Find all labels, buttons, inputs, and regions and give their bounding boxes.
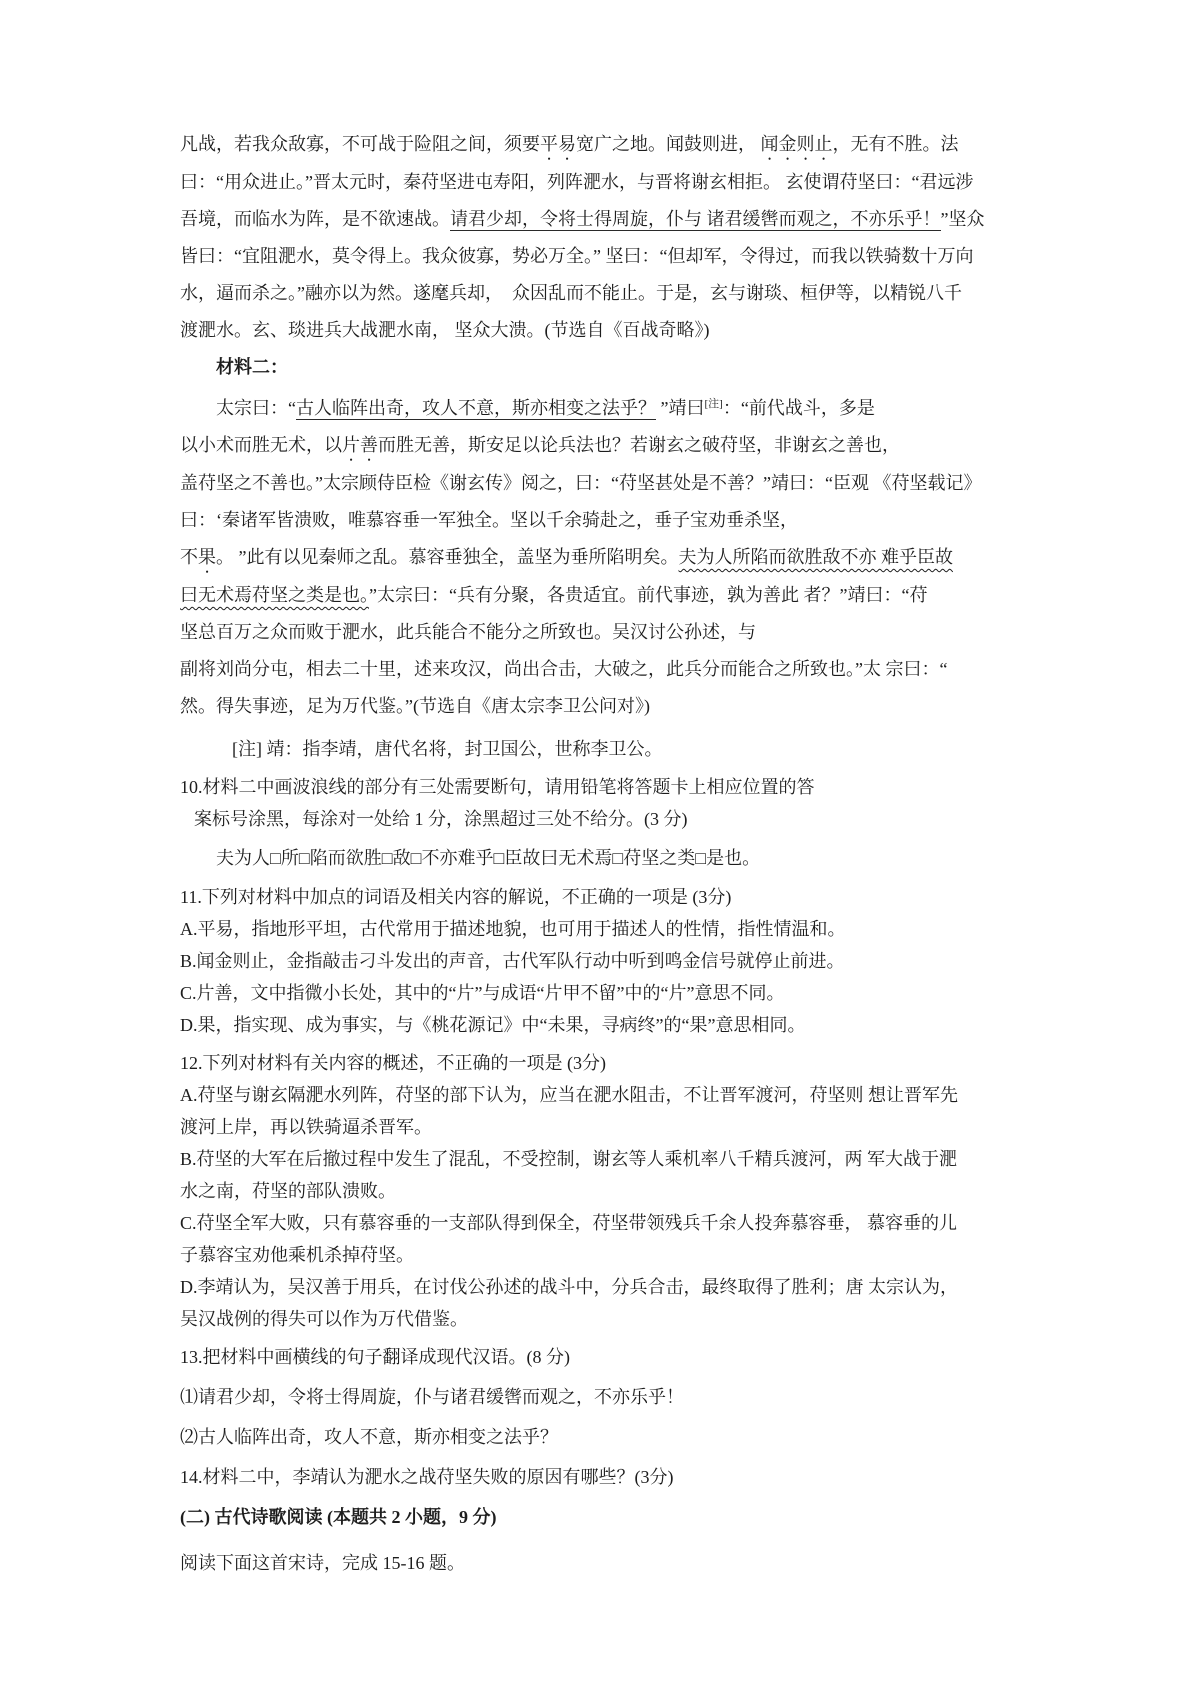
text-run: 吴汉战例的得失可以作为万代借鉴。 [180,1309,468,1329]
question-13-item-1 [180,1381,1080,1413]
option-12-d-line-2 [180,1303,1080,1335]
passage-m2-line-5 [180,539,1080,577]
dotted-term-pingyi: 平易 [540,134,576,154]
text-run: B.苻坚的大军在后撤过程中发生了混乱，不受控制，谢玄等人乘机率八千精兵渡河，两 军大战于淝 [180,1149,958,1169]
question-13-stem [180,1341,1080,1373]
dotted-term-guo: 果 [198,547,216,567]
passage-m2-line-2 [180,427,1080,465]
text-run: 阅读下面这首宋诗，完成 15-16 题。 [180,1553,465,1573]
material-2-heading [180,349,1080,386]
text-run: ，无有不胜。法 [832,134,959,154]
text-run: 14.材料二中，李靖认为淝水之战苻坚失败的原因有哪些？(3分) [180,1467,674,1487]
text-run: B.闻金则止，金指敲击刁斗发出的声音，古代军队行动中听到鸣金信号就停止前进。 [180,951,845,971]
passage-m1-line-2 [180,164,1080,201]
dotted-term-wenjinzezhi: 闻金则止 [760,134,833,154]
passage-m1-line-1 [180,126,1080,164]
text-run: 太宗曰：“ [216,398,296,418]
text-run: ⑵古人临阵出奇，攻人不意，斯亦相变之法乎？ [180,1427,558,1447]
option-12-c-line-2 [180,1239,1080,1271]
text-run: 渡河上岸，再以铁骑逼杀晋军。 [180,1117,432,1137]
option-11-b [180,945,1080,977]
question-13-item-2 [180,1421,1080,1453]
passage-m2-line-1 [180,386,1080,427]
option-12-b-line-2 [180,1175,1080,1207]
text-run: 10.材料二中画波浪线的部分有三处需要断句，请用铅笔将答题卡上相应位置的答 [180,777,815,797]
option-12-a-line-1 [180,1079,1080,1111]
text-run: 副将刘尚分屯，相去二十里，述来攻汉，尚出合击，大破之，此兵分而能合之所致也。”太 宗曰：“ [180,659,948,679]
text-run: C.苻坚全军大败，只有慕容垂的一支部队得到保全，苻坚带领残兵千余人投奔慕容垂， 慕容垂的儿 [180,1213,958,1233]
text-run: 宽广之地。闻鼓则进， [576,134,761,154]
wavy-sentence-part-2: 曰无术焉苻坚之类是也。 [180,585,369,605]
text-run: ：“前代战斗，多是 [722,398,875,418]
question-10-line-2 [180,803,1080,835]
text-run: [注] 靖：指李靖，唐代名将，封卫国公，世称李卫公。 [232,739,663,759]
dotted-term-pianshan: 片善 [342,435,378,455]
option-11-c [180,977,1080,1009]
passage-m2-line-8 [180,651,1080,688]
text-run: ”靖曰 [656,398,705,418]
text-run: 水，逼而杀之。”融亦以为然。遂麾兵却， 众因乱而不能止。于是，玄与谢琰、桓伊等，以精锐八千 [180,283,962,303]
footnote-line [180,733,1080,765]
text-run: A.平易，指地形平坦，古代常用于描述地貌，也可用于描述人的性情，指性情温和。 [180,919,846,939]
text-run: 12.下列对材料有关内容的概述，不正确的一项是 (3分) [180,1053,606,1073]
wavy-sentence-part-1: 夫为人所陷而欲胜敌不亦 难乎臣故 [678,547,953,567]
text-run: 盖苻坚之不善也。”太宗顾侍臣检《谢玄传》阅之，曰：“苻坚甚处是不善？”靖曰：“臣观 《苻坚载记》 [180,473,982,493]
text-run: 然。得失事迹，足为万代鉴。”(节选自《唐太宗李卫公问对》) [180,696,650,716]
passage-m2-line-9 [180,688,1080,725]
text-run: C.片善，文中指微小长处，其中的“片”与成语“片甲不留”中的“片”意思不同。 [180,983,785,1003]
text-run: 案标号涂黑，每涂对一处给 1 分，涂黑超过三处不给分。(3 分) [194,809,688,829]
option-11-d [180,1009,1080,1041]
text-run: ”坚众 [940,209,985,229]
text-run: ”太宗曰：“兵有分聚，各贵适宜。前代事迹，孰为善此 者？”靖曰：“苻 [369,585,928,605]
option-12-a-line-2 [180,1111,1080,1143]
passage-m2-line-4 [180,502,1080,539]
footnote-marker: [注] [704,398,723,410]
passage-m2-line-3 [180,465,1080,502]
option-11-a [180,913,1080,945]
material-2-title: 材料二： [216,357,288,377]
text-run: A.苻坚与谢玄隔淝水列阵，苻坚的部下认为，应当在淝水阻击，不让晋军渡河，苻坚则 想让晋军先 [180,1085,958,1105]
text-run: ⑴请君少却，令将士得周旋，仆与诸君缓辔而观之，不亦乐乎！ [180,1387,684,1407]
question-11-stem [180,881,1080,913]
text-run: 而胜无善，斯安足以论兵法也？若谢玄之破苻坚，非谢玄之善也， [378,435,900,455]
text-run: D.果，指实现、成为事实，与《桃花源记》中“未果，寻病终”的“果”意思相同。 [180,1015,806,1035]
text-run: 子慕容宝劝他乘机杀掉苻坚。 [180,1245,414,1265]
text-run: 渡淝水。玄、琰进兵大战淝水南， 坚众大溃。(节选自《百战奇略》) [180,320,710,340]
text-run: 皆曰：“宜阻淝水，莫令得上。我众彼寡，势必万全。” 坚曰：“但却军，令得过，而我以铁骑数十万向 [180,246,974,266]
passage-m1-line-6 [180,312,1080,349]
text-run: 不 [180,547,198,567]
question-10-answer-strip [180,842,1080,874]
passage-m1-line-5 [180,275,1080,312]
text-run: 13.把材料中画横线的句子翻译成现代汉语。(8 分) [180,1347,570,1367]
passage-m2-line-6 [180,577,1080,614]
text-run: 。 ”此有以见秦师之乱。慕容垂独全，盖坚为垂所陷明矣。 [216,547,679,567]
text-run: 吾境，而临水为阵，是不欲速战。 [180,209,450,229]
passage-m1-line-4 [180,238,1080,275]
text-run: 曰：“用众进止。”晋太元时，秦苻坚进屯寿阳，列阵淝水，与晋将谢玄相拒。 玄使谓苻坚曰：“君远涉 [180,172,974,192]
reading-instruction [180,1547,1080,1579]
passage-m1-line-3 [180,201,1080,238]
text-run: 以小术而胜无术，以 [180,435,342,455]
text-run: 水之南，苻坚的部队溃败。 [180,1181,396,1201]
question-12-stem [180,1047,1080,1079]
document-body [180,126,1080,1579]
option-12-b-line-1 [180,1143,1080,1175]
text-run: D.李靖认为，吴汉善于用兵，在讨伐公孙述的战斗中，分兵合击，最终取得了胜利；唐 太宗认为， [180,1277,958,1297]
option-12-d-line-1 [180,1271,1080,1303]
text-run: 坚总百万之众而败于淝水，此兵能合不能分之所致也。吴汉讨公孙述，与 [180,622,756,642]
section-2-title: (二) 古代诗歌阅读 (本题共 2 小题，9 分) [180,1507,497,1527]
underlined-sentence-1: 请君少却，令将士得周旋，仆与 诸君缓辔而观之，不亦乐乎！ [450,209,941,229]
sentence-break-boxes: 夫为人□所□陷而欲胜□敌□不亦难乎□臣故曰无术焉□苻坚之类□是也。 [216,848,761,868]
underlined-sentence-2: 古人临阵出奇，攻人不意，斯亦相变之法乎？ [296,398,656,418]
option-12-c-line-1 [180,1207,1080,1239]
passage-m2-line-7 [180,614,1080,651]
question-14-stem [180,1461,1080,1493]
text-run: 凡战，若我众敌寡，不可战于险阻之间，须要 [180,134,540,154]
text-run: 曰：‘秦诸军皆溃败，唯慕容垂一军独全。坚以千余骑赴之，垂子宝劝垂杀坚， [180,510,798,530]
section-2-heading [180,1501,1080,1533]
question-10-line-1 [180,771,1080,803]
text-run: 11.下列对材料中加点的词语及相关内容的解说，不正确的一项是 (3分) [180,887,732,907]
